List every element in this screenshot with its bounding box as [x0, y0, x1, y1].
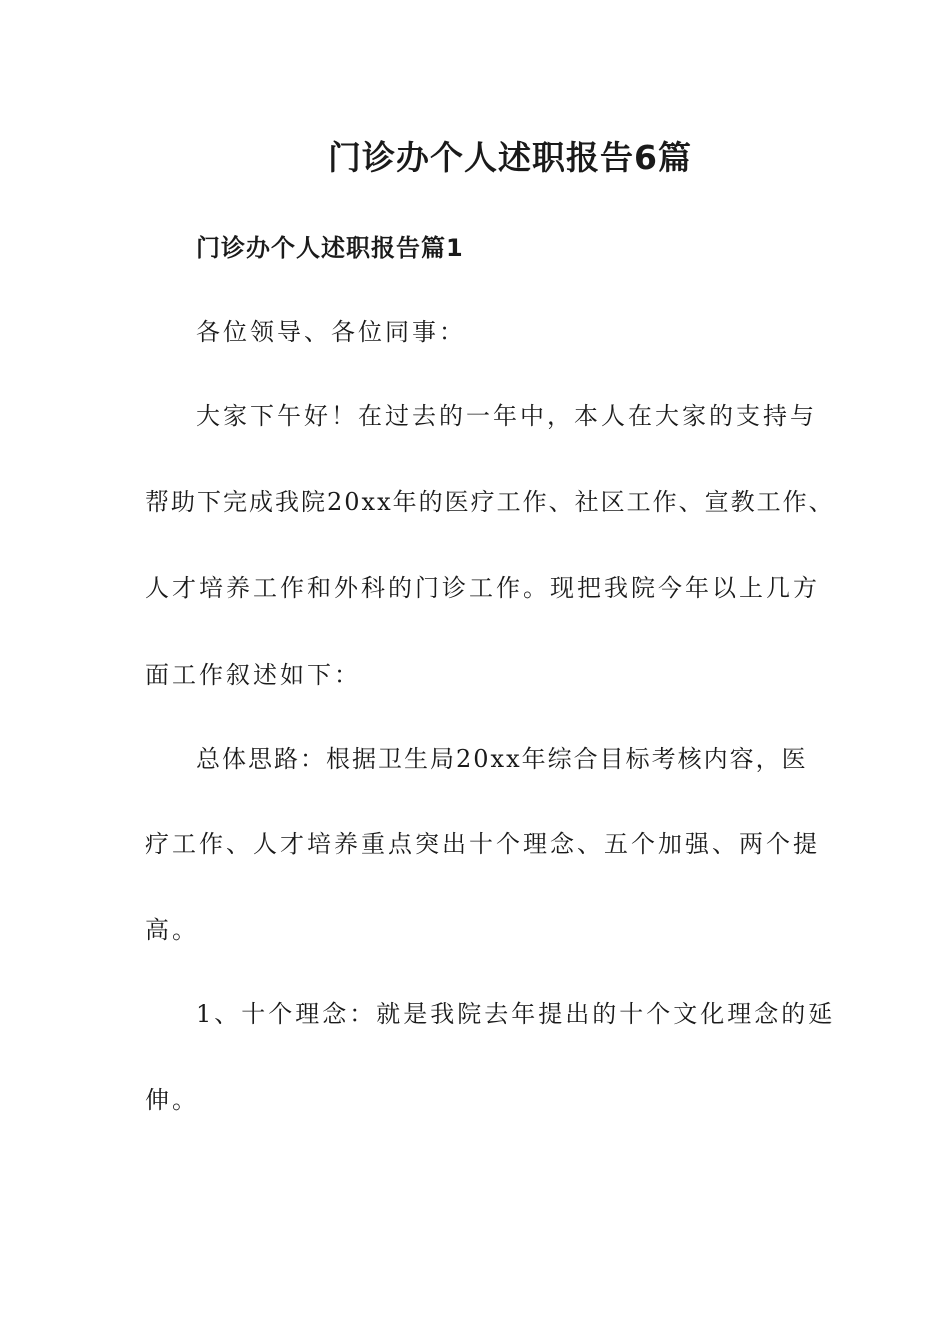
- paragraph-line: 人才培养工作和外科的门诊工作。现把我院今年以上几方: [145, 574, 820, 602]
- paragraph-line: 1、十个理念：就是我院去年提出的十个文化理念的延: [196, 1000, 836, 1028]
- paragraph-line: 伸。: [145, 1086, 199, 1114]
- paragraph-line: 帮助下完成我院20xx年的医疗工作、社区工作、宣教工作、: [145, 488, 835, 516]
- paragraph-line: 面工作叙述如下：: [145, 661, 361, 689]
- paragraph-line-salutation: 各位领导、各位同事：: [196, 318, 466, 346]
- paragraph-line: 疗工作、人才培养重点突出十个理念、五个加强、两个提: [145, 830, 820, 858]
- paragraph-line: 高。: [145, 916, 199, 944]
- section-heading: 门诊办个人述职报告篇1: [196, 234, 464, 262]
- document-title: 门诊办个人述职报告6篇: [328, 138, 692, 177]
- paragraph-line: 总体思路：根据卫生局20xx年综合目标考核内容，医: [196, 745, 808, 773]
- paragraph-line: 大家下午好！在过去的一年中，本人在大家的支持与: [196, 402, 817, 430]
